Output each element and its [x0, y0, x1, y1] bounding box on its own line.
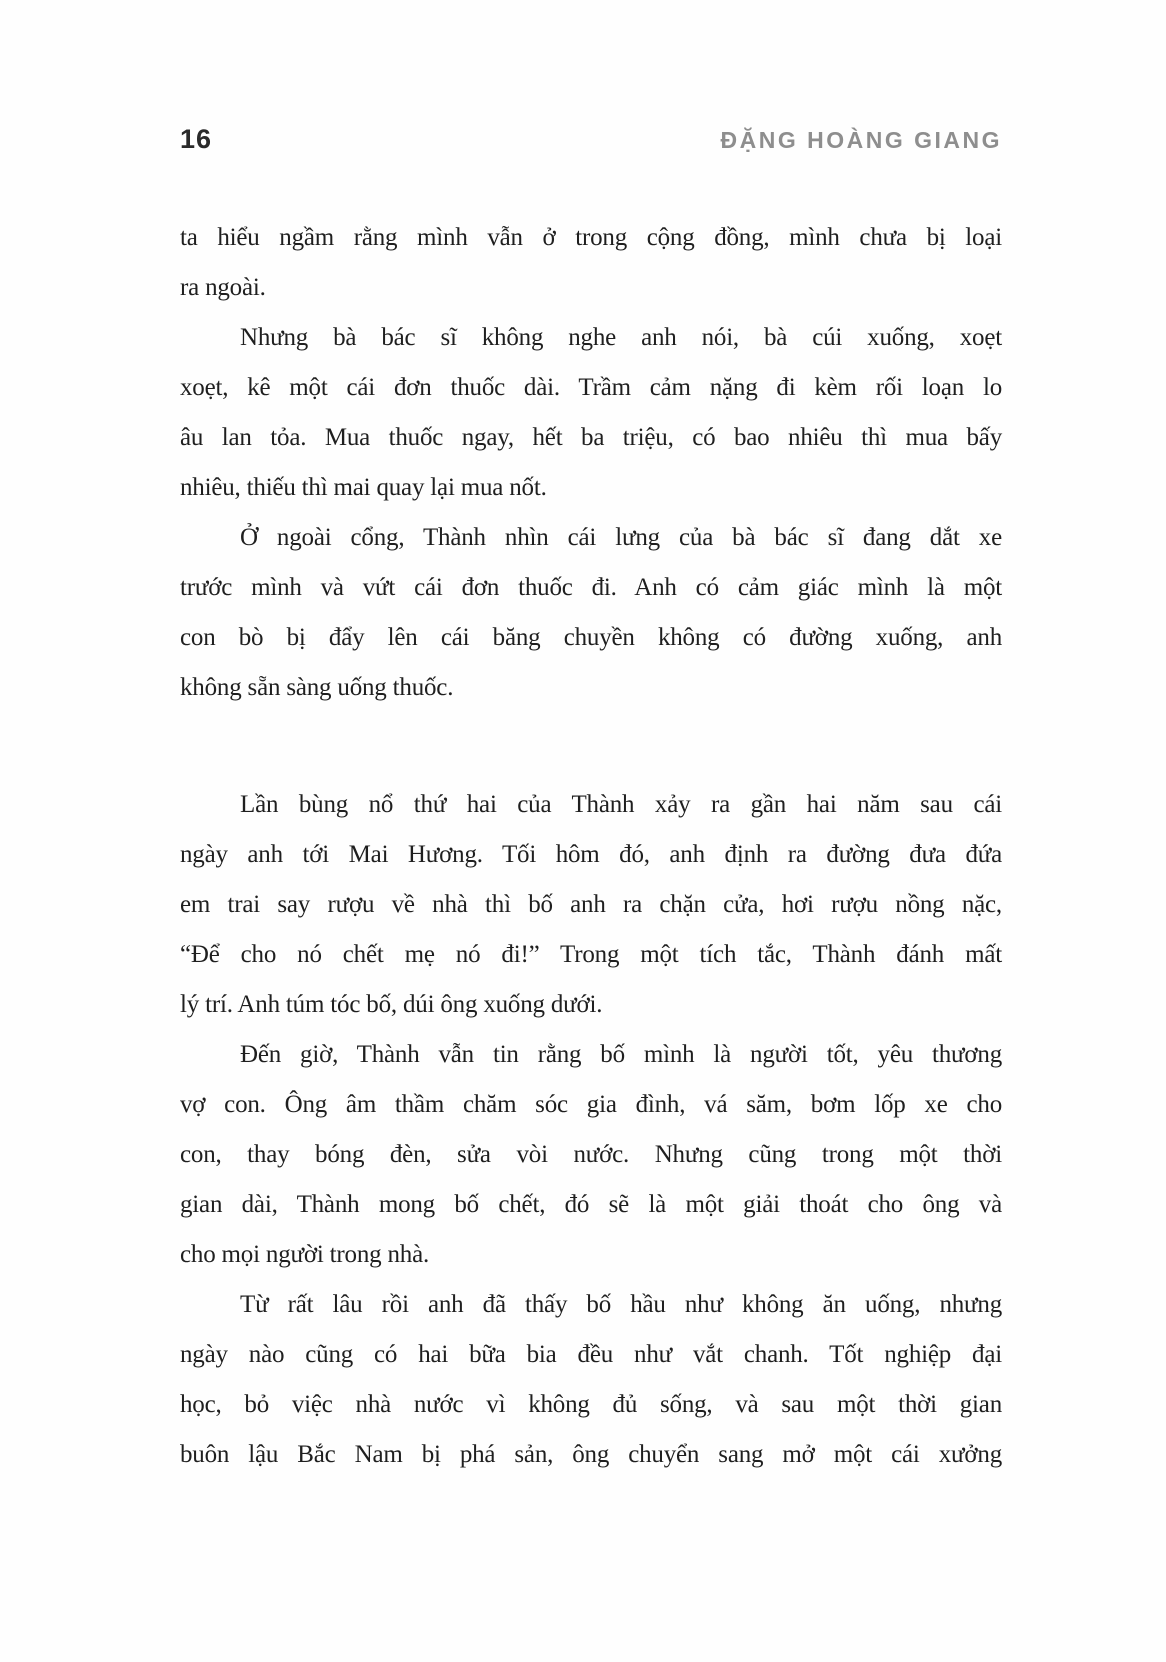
text-line: trước mình và vứt cái đơn thuốc đi. Anh có cảm giác mình là một: [180, 574, 1002, 601]
text-line: ra ngoài.: [180, 274, 266, 301]
section-break: [180, 713, 1002, 780]
text-line: không sẵn sàng uống thuốc.: [180, 674, 454, 701]
paragraph: [180, 780, 1002, 1030]
text-line: con, thay bóng đèn, sửa vòi nước. Nhưng cũng trong một thời: [180, 1141, 1002, 1168]
text-line: Ở ngoài cổng, Thành nhìn cái lưng của bà bác sĩ đang dắt xe: [240, 524, 1002, 551]
text-line: cho mọi người trong nhà.: [180, 1241, 430, 1268]
text-line: âu lan tỏa. Mua thuốc ngay, hết ba triệu, có bao nhiêu thì mua bấy: [180, 424, 1002, 451]
text-line: ngày anh tới Mai Hương. Tối hôm đó, anh định ra đường đưa đứa: [180, 841, 1002, 868]
text-line: học, bỏ việc nhà nước vì không đủ sống, và sau một thời gian: [180, 1391, 1002, 1418]
text-line: Nhưng bà bác sĩ không nghe anh nói, bà cúi xuống, xoẹt: [240, 324, 1002, 351]
paragraph: [180, 1030, 1002, 1280]
text-line: Lần bùng nổ thứ hai của Thành xảy ra gần hai năm sau cái: [240, 791, 1002, 818]
text-line: ta hiểu ngầm rằng mình vẫn ở trong cộng đồng, mình chưa bị loại: [180, 224, 1002, 251]
page-body-text: [180, 213, 1002, 1480]
paragraph: [180, 1280, 1002, 1480]
text-line: lý trí. Anh túm tóc bố, dúi ông xuống dưới.: [180, 991, 603, 1018]
text-line: “Để cho nó chết mẹ nó đi!” Trong một tích tắc, Thành đánh mất: [180, 941, 1002, 968]
text-line: con bò bị đẩy lên cái băng chuyền không có đường xuống, anh: [180, 624, 1002, 651]
page-header: [180, 124, 1002, 155]
paragraph: [180, 513, 1002, 713]
text-line: em trai say rượu về nhà thì bố anh ra chặn cửa, hơi rượu nồng nặc,: [180, 891, 1002, 918]
running-head: ĐẶNG HOÀNG GIANG: [720, 127, 1002, 153]
text-line: ngày nào cũng có hai bữa bia đều như vắt chanh. Tốt nghiệp đại: [180, 1341, 1002, 1368]
text-line: Đến giờ, Thành vẫn tin rằng bố mình là người tốt, yêu thương: [240, 1041, 1002, 1068]
text-line: nhiêu, thiếu thì mai quay lại mua nốt.: [180, 474, 547, 501]
paragraph: [180, 313, 1002, 513]
text-line: xoẹt, kê một cái đơn thuốc dài. Trầm cảm nặng đi kèm rối loạn lo: [180, 374, 1002, 401]
text-line: vợ con. Ông âm thầm chăm sóc gia đình, vá săm, bơm lốp xe cho: [180, 1091, 1002, 1118]
text-line: Từ rất lâu rồi anh đã thấy bố hầu như không ăn uống, nhưng: [240, 1291, 1002, 1318]
page-number: 16: [180, 124, 213, 154]
paragraph: [180, 213, 1002, 313]
text-line: buôn lậu Bắc Nam bị phá sản, ông chuyển sang mở một cái xưởng: [180, 1441, 1002, 1468]
text-line: gian dài, Thành mong bố chết, đó sẽ là một giải thoát cho ông và: [180, 1191, 1002, 1218]
